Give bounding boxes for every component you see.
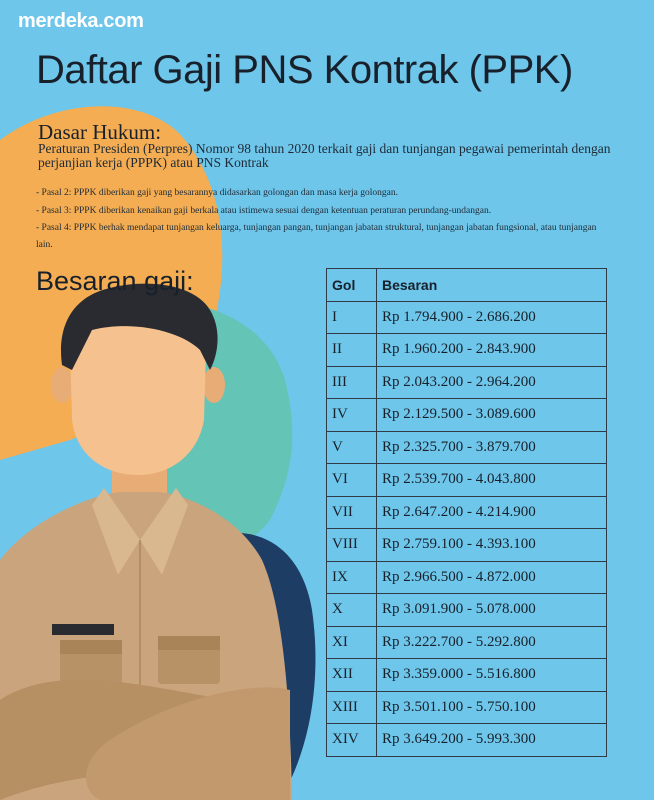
gol-cell: XIII <box>327 691 377 724</box>
besaran-cell: Rp 3.091.900 - 5.078.000 <box>377 594 607 627</box>
besaran-cell: Rp 1.960.200 - 2.843.900 <box>377 334 607 367</box>
column-header-besaran: Besaran <box>377 269 607 302</box>
table-row <box>327 366 607 399</box>
column-header-gol: Gol <box>327 269 377 302</box>
table-row <box>327 496 607 529</box>
pasal-list <box>36 184 606 254</box>
table-row <box>327 561 607 594</box>
pasal-item: - Pasal 2: PPPK diberikan gaji yang besarannya didasarkan golongan dan masa kerja golongan. <box>36 188 398 198</box>
besaran-cell: Rp 3.222.700 - 5.292.800 <box>377 626 607 659</box>
besaran-gaji-heading: Besaran gaji: <box>36 266 194 296</box>
gol-cell: V <box>327 431 377 464</box>
gol-cell: XII <box>327 659 377 692</box>
pasal-item: - Pasal 3: PPPK diberikan kenaikan gaji berkala atau istimewa sesuai dengan ketentuan peraturan perundang-undangan. <box>36 206 492 216</box>
gol-cell: XI <box>327 626 377 659</box>
table-row <box>327 659 607 692</box>
besaran-cell: Rp 2.043.200 - 2.964.200 <box>377 366 607 399</box>
pasal-item: - Pasal 4: PPPK berhak mendapat tunjangan keluarga, tunjangan pangan, tunjangan jabatan struktural, tunjangan jabatan fungsional, atau tunjangan lain. <box>36 223 597 250</box>
table-row <box>327 399 607 432</box>
gol-cell: III <box>327 366 377 399</box>
brand-logo: merdeka.com <box>18 10 144 32</box>
besaran-cell: Rp 2.539.700 - 4.043.800 <box>377 464 607 497</box>
table-row <box>327 594 607 627</box>
gol-cell: I <box>327 301 377 334</box>
table-row <box>327 334 607 367</box>
gol-cell: XIV <box>327 724 377 757</box>
besaran-cell: Rp 1.794.900 - 2.686.200 <box>377 301 607 334</box>
besaran-cell: Rp 2.129.500 - 3.089.600 <box>377 399 607 432</box>
table-row <box>327 431 607 464</box>
gol-cell: IX <box>327 561 377 594</box>
table-row <box>327 529 607 562</box>
gol-cell: VII <box>327 496 377 529</box>
besaran-cell: Rp 3.501.100 - 5.750.100 <box>377 691 607 724</box>
besaran-cell: Rp 3.649.200 - 5.993.300 <box>377 724 607 757</box>
dasar-hukum-heading: Dasar Hukum: <box>38 120 162 144</box>
besaran-cell: Rp 2.966.500 - 4.872.000 <box>377 561 607 594</box>
gol-cell: II <box>327 334 377 367</box>
dasar-hukum-text: Peraturan Presiden (Perpres) Nomor 98 tahun 2020 terkait gaji dan tunjangan pegawai pemerintah dengan perjanjian kerja (PPPK) atau PNS Kontrak <box>38 141 611 170</box>
table-row <box>327 464 607 497</box>
table-row <box>327 691 607 724</box>
page-title: Daftar Gaji PNS Kontrak (PPK) <box>36 48 573 92</box>
besaran-cell: Rp 3.359.000 - 5.516.800 <box>377 659 607 692</box>
salary-table <box>326 268 607 757</box>
table-row <box>327 626 607 659</box>
table-row <box>327 301 607 334</box>
table-header-row <box>327 269 607 302</box>
besaran-cell: Rp 2.647.200 - 4.214.900 <box>377 496 607 529</box>
gol-cell: X <box>327 594 377 627</box>
gol-cell: IV <box>327 399 377 432</box>
gol-cell: VI <box>327 464 377 497</box>
gol-cell: VIII <box>327 529 377 562</box>
besaran-cell: Rp 2.759.100 - 4.393.100 <box>377 529 607 562</box>
table-row <box>327 724 607 757</box>
besaran-cell: Rp 2.325.700 - 3.879.700 <box>377 431 607 464</box>
